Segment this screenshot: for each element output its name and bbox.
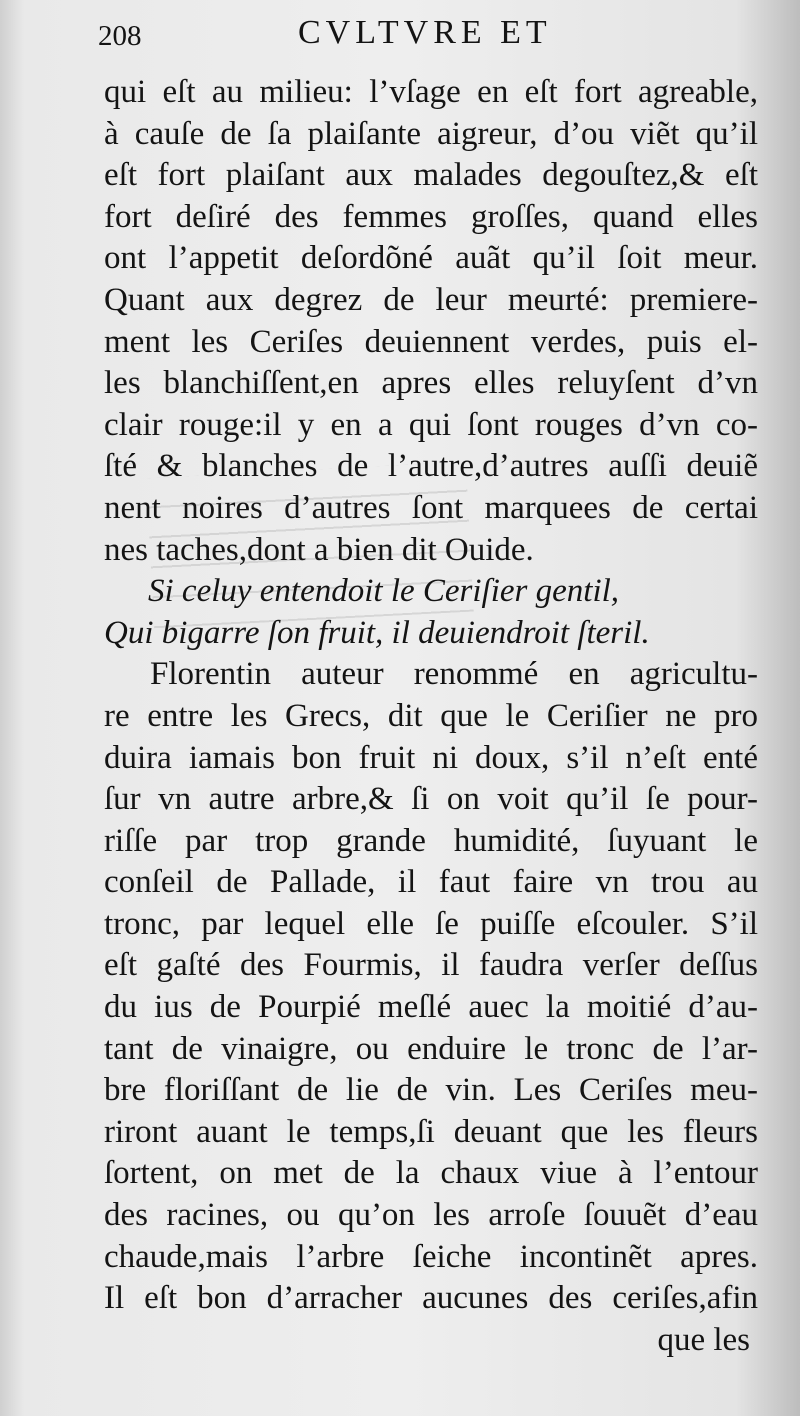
text-line: conſeil de Pallade, il faut faire vn trou au bbox=[104, 864, 758, 901]
text-line: bre floriſſant de lie de vin. Les Ceriſes meu- bbox=[104, 1072, 758, 1109]
text-line: du ius de Pourpié meſlé auec la moitié d’au- bbox=[104, 989, 758, 1026]
page-header bbox=[98, 14, 758, 58]
text-line: Il eſt bon d’arracher aucunes des ceriſes,afin bbox=[104, 1280, 758, 1317]
page-number: 208 bbox=[98, 20, 142, 52]
text-line: tronc, par lequel elle ſe puiſſe eſcouler. S’il bbox=[104, 905, 758, 942]
text-line: tant de vinaigre, ou enduire le tronc de l’ar- bbox=[104, 1030, 758, 1067]
running-head: CVLTVRE ET bbox=[298, 14, 552, 51]
catchword: que les bbox=[657, 1321, 750, 1358]
text-line: chaude,mais l’arbre ſeiche incontinẽt apres. bbox=[104, 1238, 758, 1275]
text-line: ſté & blanches de l’autre,d’autres auſſi deuiẽ bbox=[104, 448, 758, 485]
text-line: clair rouge:il y en a qui ſont rouges d’vn co- bbox=[104, 406, 758, 443]
text-line: riront auant le temps,ſi deuant que les fleurs bbox=[104, 1113, 758, 1150]
text-line: à cauſe de ſa plaiſante aigreur, d’ou viẽt qu’il bbox=[104, 115, 758, 152]
text-line: des racines, ou qu’on les arroſe ſouuẽt d’eau bbox=[104, 1197, 758, 1234]
text-line: fort deſiré des femmes groſſes, quand elles bbox=[104, 198, 758, 235]
text-line: eſt gaſté des Fourmis, il faudra verſer deſſus bbox=[104, 947, 758, 984]
verse-line: Qui bigarre ſon fruit, il deuiendroit ſteril. bbox=[104, 614, 650, 651]
text-line: les blanchiſſent,en apres elles reluyſent d’vn bbox=[104, 365, 758, 402]
text-block bbox=[104, 72, 758, 1361]
verse-line: Si celuy entendoit le Ceriſier gentil, bbox=[148, 573, 620, 610]
text-line: riſſe par trop grande humidité, ſuyuant le bbox=[104, 822, 758, 859]
text-line: Florentin auteur renommé en agricultu- bbox=[150, 656, 758, 693]
text-line: eſt fort plaiſant aux malades degouſtez,& eſt bbox=[104, 157, 758, 194]
text-line: ſur vn autre arbre,& ſi on voit qu’il ſe pour- bbox=[104, 781, 758, 818]
text-line: nes taches,dont a bien dit Ouide. bbox=[104, 531, 534, 568]
text-line: ment les Ceriſes deuiennent verdes, puis el- bbox=[104, 323, 758, 360]
text-line: qui eſt au milieu: l’vſage en eſt fort agreable, bbox=[104, 74, 758, 110]
text-line: ſortent, on met de la chaux viue à l’entour bbox=[104, 1155, 758, 1192]
text-line: nent noires d’autres ſont marquees de certai bbox=[104, 489, 758, 526]
text-line: duira iamais bon fruit ni doux, s’il n’eſt enté bbox=[104, 739, 758, 776]
text-line: ont l’appetit deſordõné auãt qu’il ſoit meur. bbox=[104, 240, 758, 277]
text-line: Quant aux degrez de leur meurté: premiere- bbox=[104, 281, 758, 318]
text-line: re entre les Grecs, dit que le Ceriſier ne pro bbox=[104, 697, 758, 734]
